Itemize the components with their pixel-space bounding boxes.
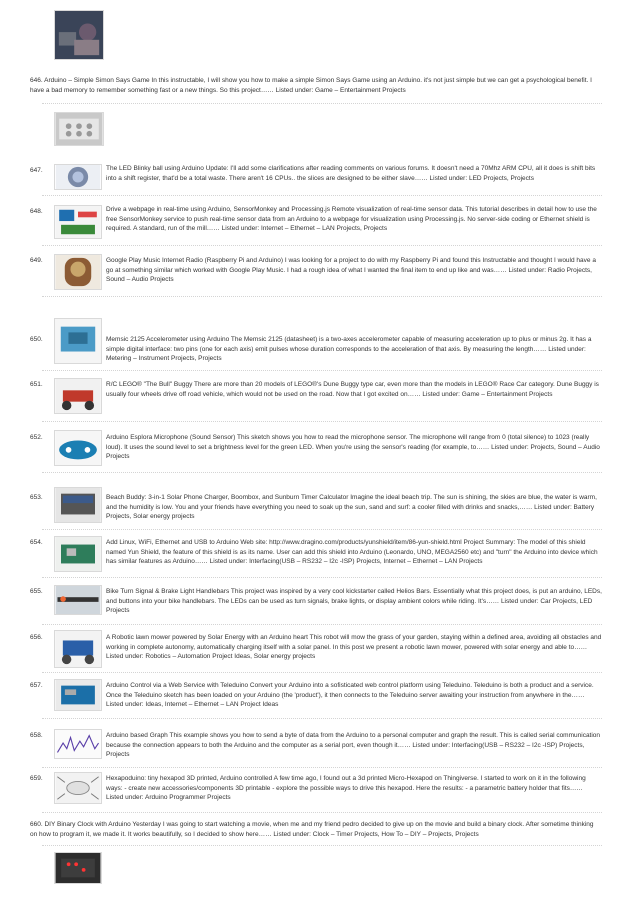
entry-650-thumbnail[interactable] xyxy=(54,318,102,364)
divider xyxy=(42,624,602,625)
divider xyxy=(42,845,602,846)
divider xyxy=(42,718,602,719)
entry-658-thumbnail[interactable] xyxy=(54,729,102,759)
entry-654-number: 654. xyxy=(30,539,43,546)
photo-icon xyxy=(55,319,101,363)
entry-647-number: 647. xyxy=(30,167,43,174)
photo-icon xyxy=(55,206,101,238)
entry-660-text xyxy=(30,820,602,839)
entry-655-thumbnail[interactable] xyxy=(54,585,102,615)
photo-icon xyxy=(55,853,101,883)
photo-icon xyxy=(55,537,101,571)
entry-656-text[interactable]: A Robotic lawn mower powered by Solar Energy with an Arduino heart This robot will mow the grass of your garden, staying within a defined area, avoiding all obstacles and working in complete autonomy, automatically charging itself with a solar panel. In this post we present a robotic lawn mower, powered with solar energy and able to…… Listed under: Robotics – Automation Project Ideas, Solar energy projects xyxy=(106,634,602,660)
entry-658-text[interactable]: Arduino based Graph This example shows you how to send a byte of data from the Arduino to a personal computer and graph the result. This is called serial communication because the connection appears to both the Arduino and the computer as a serial port, even though it…… Listed under: Interfacing(USB – RS232 – I2c -ISP) Projects, Projects xyxy=(106,732,601,758)
entry-657-text[interactable]: Arduino Control via a Web Service with Teleduino Convert your Arduino into a sofisticated web control platform using Teleduino. Teleduino is both a product and a service. Once the Teleduino sketch has been loaded on your Arduino (the 'product'), it then connects to the Teleduino server awaiting your instruction from anywhere in the…… Listed under: Ideas, Internet – Ethernet – LAN Project Ideas xyxy=(106,682,594,708)
divider xyxy=(42,296,602,297)
entry-647-text[interactable]: The LED Blinky ball using Arduino Update: I'll add some clarifications after reading comments on various forums. It doesn't need a 70Mhz ARM CPU, all it does is shift bits into a shift register, that'd be a total waste. There aren't 16 CPUs.. the slices are designed to be either slave…… Listed under: LED Projects, Projects xyxy=(106,165,596,182)
photo-icon xyxy=(55,255,101,289)
entry-649-thumbnail[interactable] xyxy=(54,254,102,290)
entry-653-text[interactable]: Beach Buddy: 3-in-1 Solar Phone Charger, Boombox, and Sunburn Timer Calculator Imagine the ideal beach trip. The sun is shining, the skies are blue, the water is warm, and the humidity is low. You and your friends have everything you need to soak up the sun, sand and surf: a cooler filled with drinks and snacks,…… Listed under: Battery Projects, Solar energy projects xyxy=(106,494,597,520)
entry-description[interactable]: Arduino – Simple Simon Says Game In this instructable, I will show you how to make a simple Simon Says Game using an Arduino. it's not just simple but we can get a psychological benefit. I have a bad memory to remember something fast or a new things. So this project…… Listed under: Game – Entertainment Projects xyxy=(30,77,592,94)
divider xyxy=(42,577,602,578)
divider xyxy=(42,103,602,104)
entry-648-text[interactable]: Drive a webpage in real-time using Arduino, SensorMonkey and Processing.js Remote visualization of real-time sensor data. This tutorial describes in detail how to use the free SensorMonkey service to push real-time sensor data from an Arduino to a webpage for visualization using Processing.js. No server-side coding or Ethernet shield is required. A standard, run of the mill…… Listed under: Internet – Ethernet – LAN Projects, Projects xyxy=(106,206,597,232)
entry-660-thumbnail[interactable] xyxy=(54,852,102,884)
divider xyxy=(42,195,602,196)
entry-654-text[interactable]: Add Linux, WiFi, Ethernet and USB to Arduino Web site: http://www.dragino.com/products/yunshield/item/86-yun-shield.html Project Summary: The model of this shield named Yun Shield, the feature of this shield is as its name. User can add this shield into Arduino (Leonardo, UNO, MEGA2560 etc) and "turn" the Arduino into device which has similar features as Arduino…… Listed under: Interfacing(USB – RS232 – I2c -ISP) Projects, Internet – Ethernet – LAN Projects xyxy=(106,539,598,565)
entry-652-text[interactable]: Arduino Esplora Microphone (Sound Sensor) This sketch shows you how to read the microphone sensor. The microphone will range from 0 (total silence) to 1023 (really loud). It uses the sound level to set a brightness level for the green LED. When you're using the sensor's reading (for example, to…… Listed under: Projects, Sound – Audio Projects xyxy=(106,434,600,460)
entry-654-thumbnail[interactable] xyxy=(54,536,102,572)
entry-650-text[interactable]: Memsic 2125 Accelerometer using Arduino The Memsic 2125 (datasheet) is a two-axes accelerometer capable of measuring acceleration up to plus or minus 2g. It has a simple digital interface: two pins (one for each axis) emit pulses whose duration corresponds to the acceleration of that axis. By measuring the length…… Listed under: Metering – Instrument Projects, Projects xyxy=(106,336,592,362)
entry-number: 660. xyxy=(30,821,43,828)
divider xyxy=(42,421,602,422)
photo-icon xyxy=(55,586,101,614)
entry-648-number: 648. xyxy=(30,208,43,215)
photo-icon xyxy=(55,379,101,413)
photo-icon xyxy=(55,165,101,189)
photo-icon xyxy=(55,488,101,522)
photo-icon xyxy=(55,631,101,667)
entry-650-number: 650. xyxy=(30,336,43,343)
entry-651-text[interactable]: R/C LEGO® "The Bull" Buggy There are more than 20 models of LEGO®'s Dune Buggy type car, even more than the models in LEGO® Race Car category. Dune Buggy is usually four wheels drive off road vehicle, which would not be used on the road. Now that I got excited on…… Listed under: Game – Entertainment Projects xyxy=(106,381,599,398)
entry-description[interactable]: DIY Binary Clock with Arduino Yesterday I was going to start watching a movie, when me and my friend pedro decided to give up on the movie and build a binary clock. After sometime thinking on how to program it, we made it. It works beautifully, so I decided to show here…… Listed under: Clock – Timer Projects, How To – DIY – Projects, Projects xyxy=(30,821,594,838)
entry-657-number: 657. xyxy=(30,682,43,689)
entry-653-number: 653. xyxy=(30,494,43,501)
entry-651-number: 651. xyxy=(30,381,43,388)
entry-658-number: 658. xyxy=(30,732,43,739)
entry-655-number: 655. xyxy=(30,588,43,595)
entry-656-thumbnail[interactable] xyxy=(54,630,102,668)
photo-icon xyxy=(55,680,101,710)
divider xyxy=(42,472,602,473)
entry-655-text[interactable]: Bike Turn Signal & Brake Light Handlebars This project was inspired by a very cool kickstarter called Helios Bars. Essentially what this project does, is put an arduino, LEDs, and buttons into your bike handlebars. The LEDs can be used as turn signals, brake lights, or display ambient colors while riding. It's…… Listed under: Car Projects, LED Projects xyxy=(106,588,602,614)
photo-icon xyxy=(55,730,101,758)
photo-icon xyxy=(55,113,103,145)
entry-659-thumbnail[interactable] xyxy=(54,772,102,804)
entry-653-thumbnail[interactable] xyxy=(54,487,102,523)
entry-659-text[interactable]: Hexapoduino: tiny hexapod 3D printed, Arduino controlled A few time ago, I found out a 3d printed Micro-Hexapod on Thingiverse. I started to work on it in the following ways: - create new accessories/components 3D printable - explore the possible ways to drive this hexapod. Here the results: - a parametric battery holder that fits…… Listed under: Arduino Programmer Projects xyxy=(106,775,586,801)
divider xyxy=(42,245,602,246)
divider xyxy=(42,370,602,371)
divider xyxy=(42,767,602,768)
entry-649-text[interactable]: Google Play Music Internet Radio (Raspberry Pi and Arduino) I was looking for a project to do with my Raspberry Pi and found this Instructable and thought I would have a go at something similar which worked with Google Play Music. I had a rough idea of what I wanted the final item to end up like and was…… Listed under: Radio Projects, Sound – Audio Projects xyxy=(106,257,596,283)
entry-657-thumbnail[interactable] xyxy=(54,679,102,711)
entry-649-number: 649. xyxy=(30,257,43,264)
photo-icon xyxy=(55,773,101,803)
entry-656-number: 656. xyxy=(30,634,43,641)
entry-648-thumbnail[interactable] xyxy=(54,205,102,239)
entry-number: 646. xyxy=(30,77,43,84)
entry-651-thumbnail[interactable] xyxy=(54,378,102,414)
entry-645-thumbnail[interactable] xyxy=(54,10,104,60)
photo-icon xyxy=(55,431,101,465)
divider xyxy=(42,812,602,813)
entry-646-text xyxy=(30,76,602,95)
entry-652-thumbnail[interactable] xyxy=(54,430,102,466)
divider xyxy=(42,672,602,673)
entry-652-number: 652. xyxy=(30,434,43,441)
photo-icon xyxy=(55,11,103,59)
entry-659-number: 659. xyxy=(30,775,43,782)
entry-647-thumbnail[interactable] xyxy=(54,164,102,190)
entry-646-thumbnail[interactable] xyxy=(54,112,104,146)
divider xyxy=(42,529,602,530)
